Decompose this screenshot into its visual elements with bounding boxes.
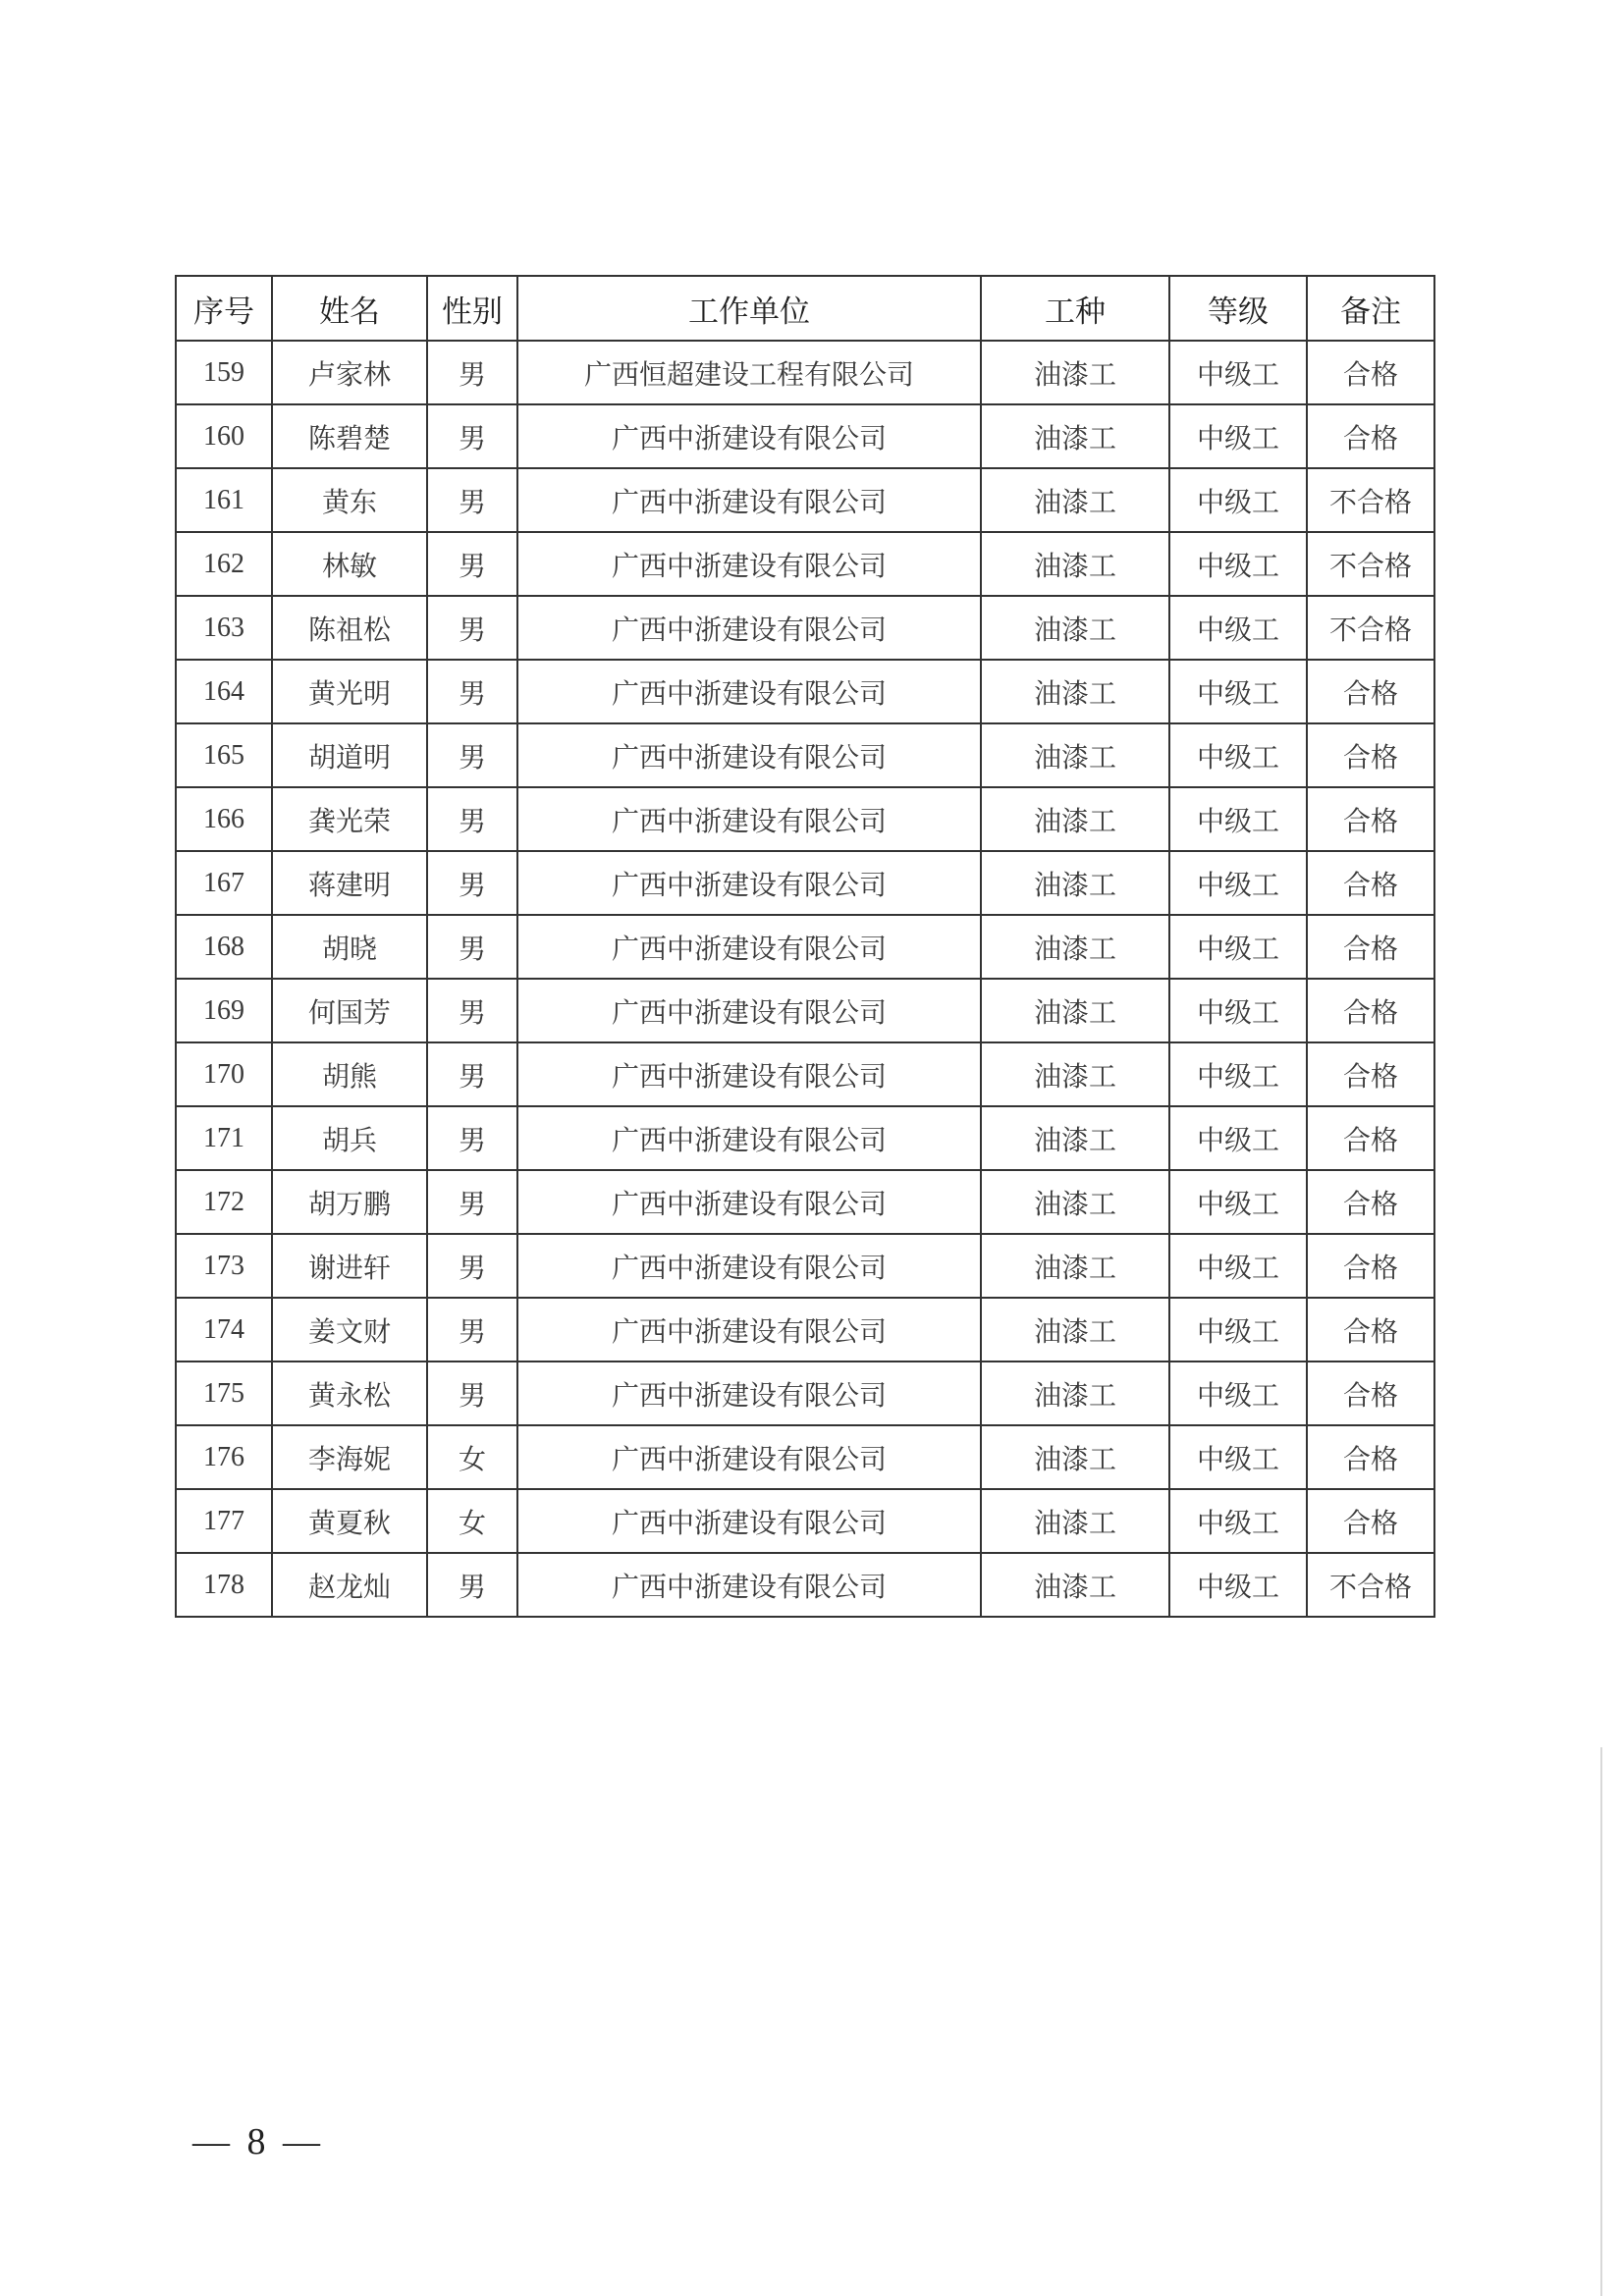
cell-employer: 广西中浙建设有限公司	[517, 723, 981, 787]
cell-employer: 广西中浙建设有限公司	[517, 1489, 981, 1553]
cell-employer: 广西中浙建设有限公司	[517, 468, 981, 532]
cell-remark: 合格	[1307, 787, 1434, 851]
page-number: — 8 —	[192, 2121, 324, 2163]
cell-trade: 油漆工	[981, 1106, 1169, 1170]
cell-trade: 油漆工	[981, 532, 1169, 596]
cell-name: 胡万鹏	[272, 1170, 427, 1234]
cell-trade: 油漆工	[981, 1234, 1169, 1298]
cell-employer: 广西中浙建设有限公司	[517, 1298, 981, 1362]
cell-remark: 合格	[1307, 341, 1434, 404]
table-row	[176, 468, 1434, 532]
cell-gender: 男	[427, 915, 517, 979]
cell-name: 胡兵	[272, 1106, 427, 1170]
cell-gender: 男	[427, 1106, 517, 1170]
cell-name: 陈碧楚	[272, 404, 427, 468]
cell-name: 胡晓	[272, 915, 427, 979]
results-table	[175, 275, 1435, 1618]
cell-trade: 油漆工	[981, 1298, 1169, 1362]
cell-remark: 合格	[1307, 1042, 1434, 1106]
cell-remark: 合格	[1307, 1425, 1434, 1489]
table-row	[176, 1298, 1434, 1362]
cell-seq: 163	[176, 596, 272, 660]
cell-trade: 油漆工	[981, 1170, 1169, 1234]
cell-trade: 油漆工	[981, 851, 1169, 915]
cell-remark: 合格	[1307, 1362, 1434, 1425]
cell-level: 中级工	[1169, 1234, 1307, 1298]
cell-remark: 合格	[1307, 1234, 1434, 1298]
cell-employer: 广西中浙建设有限公司	[517, 1170, 981, 1234]
cell-seq: 165	[176, 723, 272, 787]
cell-gender: 男	[427, 532, 517, 596]
cell-name: 赵龙灿	[272, 1553, 427, 1617]
cell-trade: 油漆工	[981, 915, 1169, 979]
table-row	[176, 723, 1434, 787]
cell-seq: 170	[176, 1042, 272, 1106]
cell-level: 中级工	[1169, 1298, 1307, 1362]
cell-name: 胡道明	[272, 723, 427, 787]
cell-seq: 164	[176, 660, 272, 723]
cell-remark: 合格	[1307, 660, 1434, 723]
cell-seq: 168	[176, 915, 272, 979]
cell-level: 中级工	[1169, 1042, 1307, 1106]
cell-remark: 合格	[1307, 915, 1434, 979]
cell-name: 蒋建明	[272, 851, 427, 915]
cell-level: 中级工	[1169, 1425, 1307, 1489]
cell-trade: 油漆工	[981, 1042, 1169, 1106]
cell-trade: 油漆工	[981, 468, 1169, 532]
cell-gender: 男	[427, 979, 517, 1042]
cell-employer: 广西中浙建设有限公司	[517, 787, 981, 851]
cell-remark: 不合格	[1307, 468, 1434, 532]
cell-name: 谢进轩	[272, 1234, 427, 1298]
cell-gender: 女	[427, 1425, 517, 1489]
cell-gender: 男	[427, 1234, 517, 1298]
table-row	[176, 915, 1434, 979]
cell-gender: 男	[427, 1553, 517, 1617]
table-row	[176, 660, 1434, 723]
cell-name: 卢家林	[272, 341, 427, 404]
table-row	[176, 787, 1434, 851]
cell-seq: 169	[176, 979, 272, 1042]
cell-level: 中级工	[1169, 1489, 1307, 1553]
cell-name: 胡熊	[272, 1042, 427, 1106]
cell-remark: 合格	[1307, 851, 1434, 915]
cell-level: 中级工	[1169, 915, 1307, 979]
cell-level: 中级工	[1169, 1362, 1307, 1425]
table-row	[176, 1042, 1434, 1106]
cell-employer: 广西中浙建设有限公司	[517, 1042, 981, 1106]
cell-trade: 油漆工	[981, 1362, 1169, 1425]
cell-seq: 159	[176, 341, 272, 404]
table-row	[176, 851, 1434, 915]
cell-employer: 广西中浙建设有限公司	[517, 979, 981, 1042]
table-row	[176, 1553, 1434, 1617]
cell-remark: 合格	[1307, 404, 1434, 468]
cell-remark: 合格	[1307, 1298, 1434, 1362]
cell-remark: 合格	[1307, 723, 1434, 787]
cell-seq: 177	[176, 1489, 272, 1553]
cell-trade: 油漆工	[981, 1489, 1169, 1553]
cell-trade: 油漆工	[981, 979, 1169, 1042]
cell-seq: 178	[176, 1553, 272, 1617]
cell-remark: 不合格	[1307, 1553, 1434, 1617]
cell-level: 中级工	[1169, 596, 1307, 660]
cell-gender: 男	[427, 851, 517, 915]
table-row	[176, 532, 1434, 596]
cell-remark: 合格	[1307, 979, 1434, 1042]
cell-gender: 男	[427, 787, 517, 851]
cell-gender: 男	[427, 1042, 517, 1106]
cell-gender: 男	[427, 660, 517, 723]
cell-employer: 广西中浙建设有限公司	[517, 1106, 981, 1170]
cell-seq: 175	[176, 1362, 272, 1425]
cell-remark: 合格	[1307, 1106, 1434, 1170]
cell-remark: 合格	[1307, 1489, 1434, 1553]
cell-level: 中级工	[1169, 787, 1307, 851]
cell-trade: 油漆工	[981, 1425, 1169, 1489]
cell-remark: 不合格	[1307, 532, 1434, 596]
cell-gender: 男	[427, 1298, 517, 1362]
cell-trade: 油漆工	[981, 596, 1169, 660]
cell-level: 中级工	[1169, 1170, 1307, 1234]
header-row	[176, 276, 1434, 341]
scan-edge-line	[1600, 1747, 1602, 2296]
cell-gender: 男	[427, 404, 517, 468]
cell-gender: 男	[427, 596, 517, 660]
cell-gender: 男	[427, 723, 517, 787]
cell-employer: 广西中浙建设有限公司	[517, 660, 981, 723]
cell-seq: 161	[176, 468, 272, 532]
cell-level: 中级工	[1169, 1106, 1307, 1170]
cell-trade: 油漆工	[981, 341, 1169, 404]
cell-seq: 174	[176, 1298, 272, 1362]
cell-level: 中级工	[1169, 341, 1307, 404]
cell-name: 何国芳	[272, 979, 427, 1042]
cell-level: 中级工	[1169, 1553, 1307, 1617]
cell-level: 中级工	[1169, 532, 1307, 596]
header-seq: 序号	[176, 276, 272, 341]
cell-level: 中级工	[1169, 851, 1307, 915]
cell-employer: 广西中浙建设有限公司	[517, 1362, 981, 1425]
cell-gender: 男	[427, 468, 517, 532]
cell-trade: 油漆工	[981, 787, 1169, 851]
cell-name: 黄光明	[272, 660, 427, 723]
header-level: 等级	[1169, 276, 1307, 341]
cell-employer: 广西中浙建设有限公司	[517, 1553, 981, 1617]
cell-name: 李海妮	[272, 1425, 427, 1489]
cell-name: 姜文财	[272, 1298, 427, 1362]
cell-name: 龚光荣	[272, 787, 427, 851]
cell-employer: 广西中浙建设有限公司	[517, 1234, 981, 1298]
cell-level: 中级工	[1169, 660, 1307, 723]
cell-level: 中级工	[1169, 723, 1307, 787]
table-row	[176, 341, 1434, 404]
cell-remark: 不合格	[1307, 596, 1434, 660]
cell-seq: 160	[176, 404, 272, 468]
table-row	[176, 1234, 1434, 1298]
cell-employer: 广西中浙建设有限公司	[517, 532, 981, 596]
cell-seq: 166	[176, 787, 272, 851]
table-body	[176, 341, 1434, 1617]
cell-seq: 167	[176, 851, 272, 915]
cell-name: 黄东	[272, 468, 427, 532]
table-header	[176, 276, 1434, 341]
header-name: 姓名	[272, 276, 427, 341]
cell-seq: 176	[176, 1425, 272, 1489]
table-row	[176, 979, 1434, 1042]
cell-trade: 油漆工	[981, 660, 1169, 723]
cell-level: 中级工	[1169, 404, 1307, 468]
cell-seq: 162	[176, 532, 272, 596]
cell-trade: 油漆工	[981, 1553, 1169, 1617]
cell-name: 黄夏秋	[272, 1489, 427, 1553]
table-row	[176, 1170, 1434, 1234]
cell-gender: 女	[427, 1489, 517, 1553]
table-row	[176, 596, 1434, 660]
table-row	[176, 1489, 1434, 1553]
cell-employer: 广西中浙建设有限公司	[517, 851, 981, 915]
table-row	[176, 404, 1434, 468]
cell-employer: 广西中浙建设有限公司	[517, 1425, 981, 1489]
header-gender: 性别	[427, 276, 517, 341]
cell-level: 中级工	[1169, 468, 1307, 532]
cell-name: 黄永松	[272, 1362, 427, 1425]
header-employer: 工作单位	[517, 276, 981, 341]
cell-seq: 172	[176, 1170, 272, 1234]
cell-employer: 广西恒超建设工程有限公司	[517, 341, 981, 404]
header-remark: 备注	[1307, 276, 1434, 341]
header-trade: 工种	[981, 276, 1169, 341]
cell-level: 中级工	[1169, 979, 1307, 1042]
table-row	[176, 1362, 1434, 1425]
cell-gender: 男	[427, 1362, 517, 1425]
cell-seq: 173	[176, 1234, 272, 1298]
cell-name: 林敏	[272, 532, 427, 596]
table-row	[176, 1425, 1434, 1489]
cell-trade: 油漆工	[981, 723, 1169, 787]
cell-employer: 广西中浙建设有限公司	[517, 915, 981, 979]
cell-remark: 合格	[1307, 1170, 1434, 1234]
cell-employer: 广西中浙建设有限公司	[517, 596, 981, 660]
cell-employer: 广西中浙建设有限公司	[517, 404, 981, 468]
cell-gender: 男	[427, 341, 517, 404]
table-row	[176, 1106, 1434, 1170]
cell-seq: 171	[176, 1106, 272, 1170]
cell-name: 陈祖松	[272, 596, 427, 660]
cell-trade: 油漆工	[981, 404, 1169, 468]
cell-gender: 男	[427, 1170, 517, 1234]
